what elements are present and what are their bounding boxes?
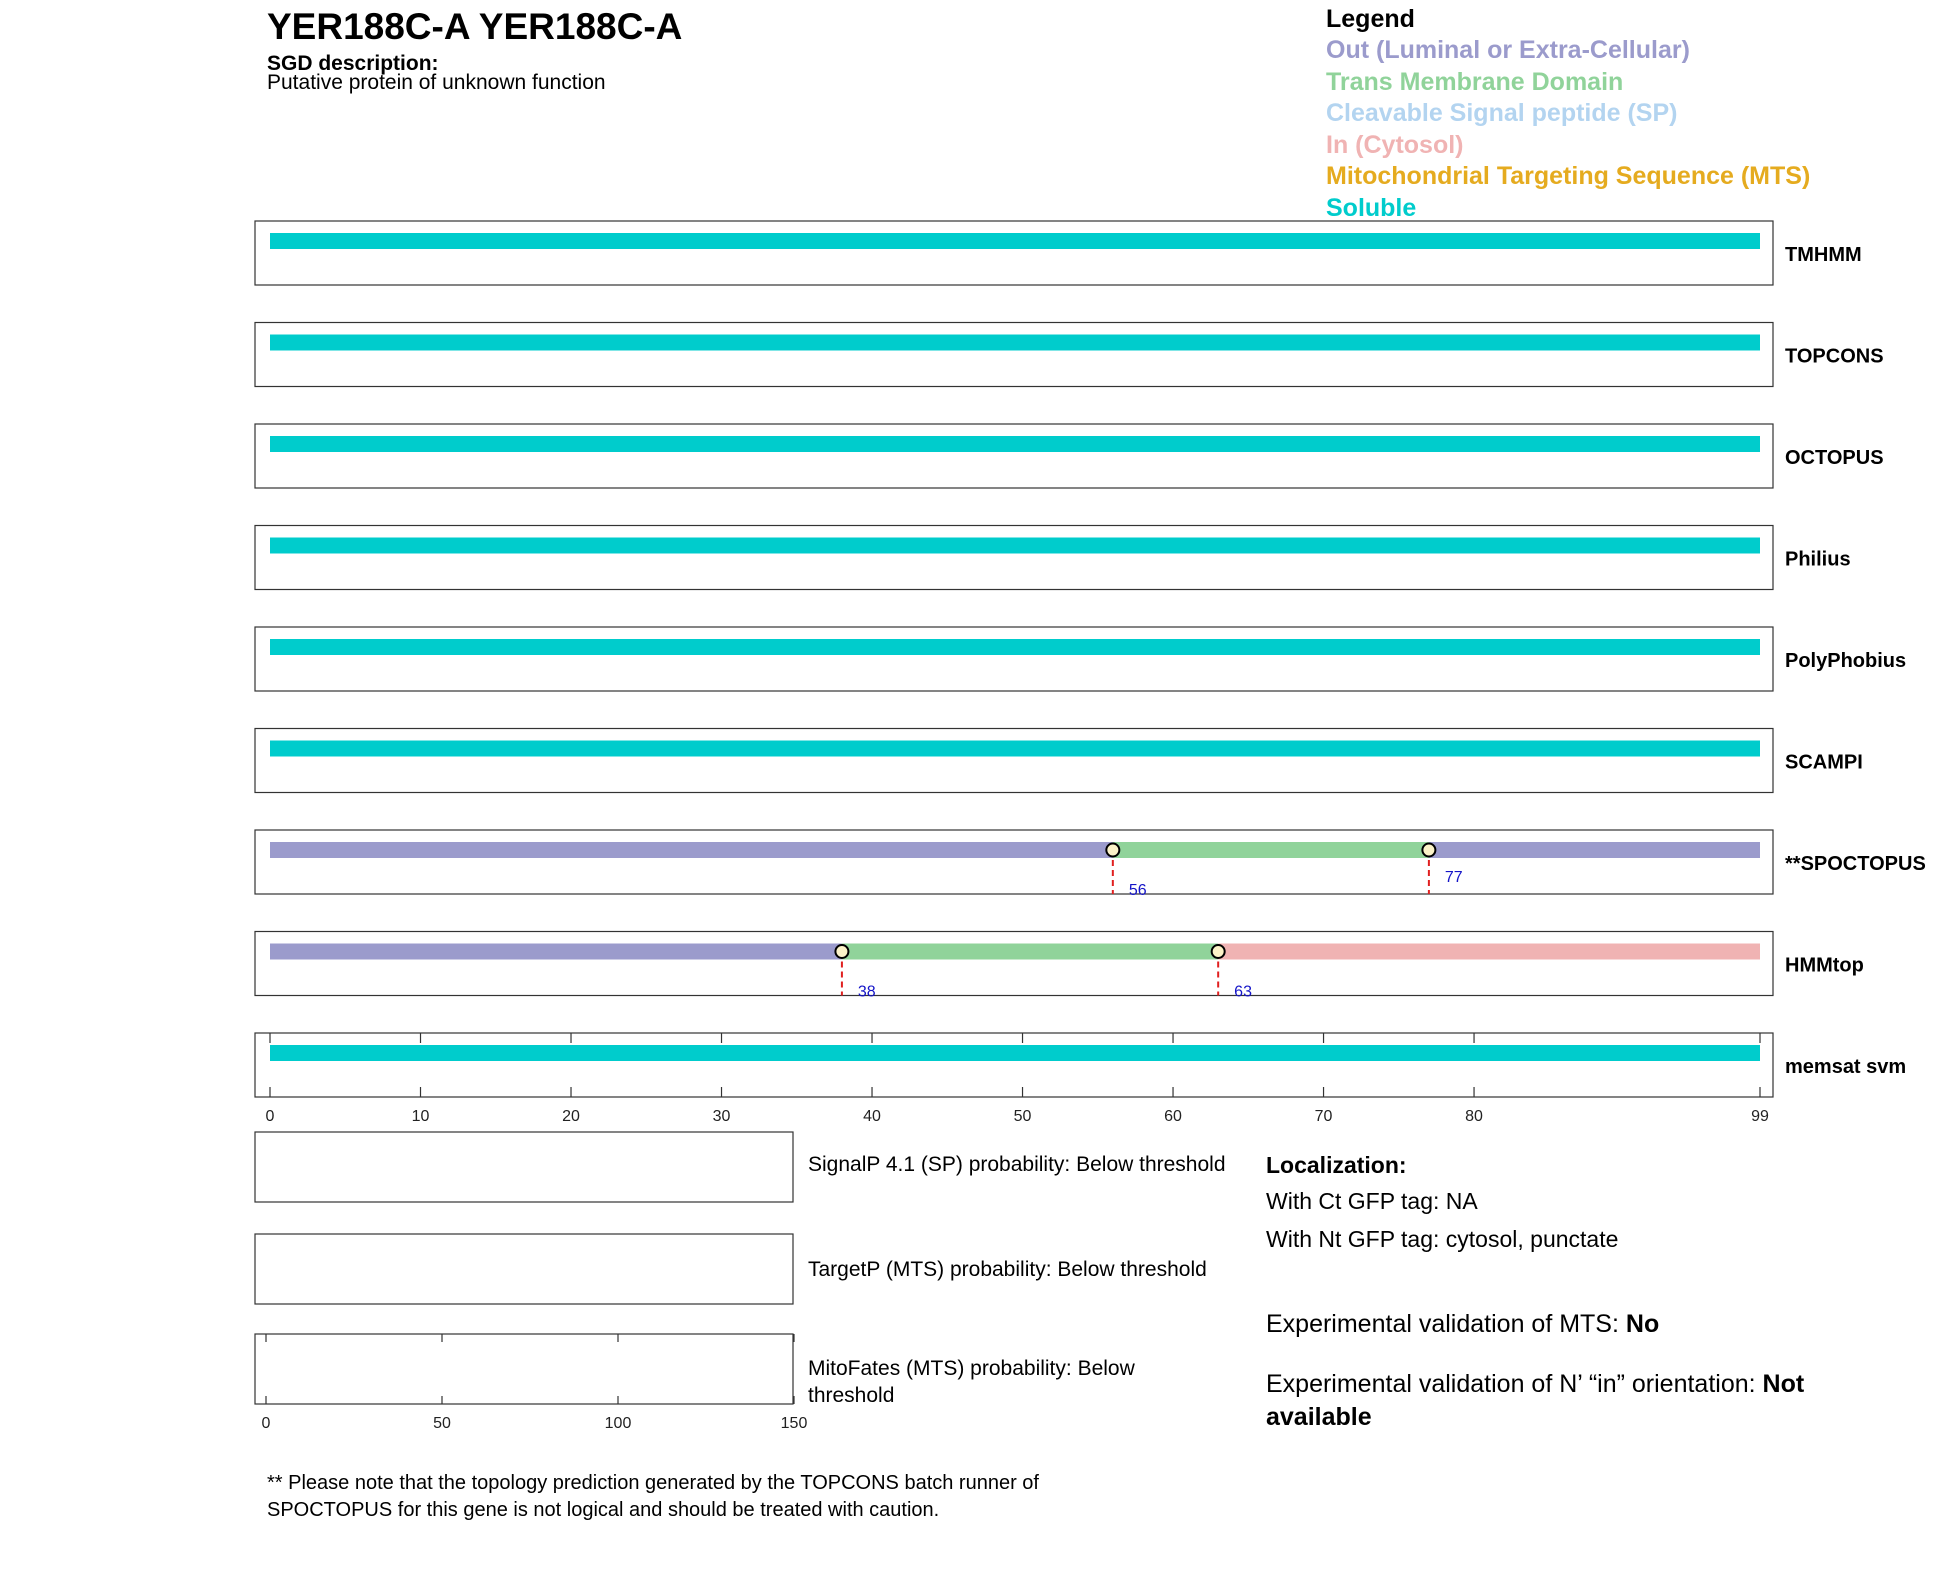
marker-circle-hmmtop-0 [835, 945, 848, 958]
tick-label-3: 30 [712, 1108, 731, 1125]
segment-scampi-0 [270, 741, 1760, 757]
track-label-spoctopus: **SPOCTOPUS [1785, 853, 1926, 875]
validation-mts-value: No [1625, 1310, 1660, 1338]
track-label-scampi: SCAMPI [1785, 751, 1863, 774]
track-box-philius [255, 526, 1773, 590]
signalp-text: SignalP 4.1 (SP) probability: Below threshold [808, 1153, 1226, 1176]
prob-tick-label-2: 100 [604, 1415, 632, 1432]
segment-spoctopus-0 [270, 842, 1113, 858]
segment-hmmtop-1 [842, 944, 1218, 960]
localization-nt: With Nt GFP tag: cytosol, punctate [1266, 1226, 1619, 1252]
track-label-octopus: OCTOPUS [1785, 447, 1884, 469]
segment-memsat-svm-0 [270, 1045, 1760, 1061]
tick-label-4: 40 [863, 1108, 881, 1125]
track-label-polyphobius: PolyPhobius [1785, 650, 1907, 672]
tick-label-7: 70 [1314, 1108, 1333, 1125]
footnote: ** Please note that the topology prediction generated by the TOPCONS batch runner of SPOCTOPUS for this gene is not logical and should be treated with caution. [267, 1472, 1039, 1521]
legend-title: Legend [1326, 5, 1415, 33]
marker-label-spoctopus-1: 77 [1444, 869, 1463, 886]
prob-tick-label-3: 150 [780, 1415, 808, 1432]
track-box-tmhmm [255, 221, 1773, 285]
track-label-hmmtop: HMMtop [1785, 954, 1864, 977]
track-label-tmhmm: TMHMM [1785, 244, 1862, 266]
segment-topcons-0 [270, 335, 1760, 351]
segment-hmmtop-0 [270, 944, 842, 960]
segment-polyphobius-0 [270, 639, 1760, 655]
segment-philius-0 [270, 538, 1760, 554]
tick-label-6: 60 [1164, 1108, 1182, 1125]
localization-ct: With Ct GFP tag: NA [1266, 1188, 1478, 1214]
prob-box-targetp [255, 1234, 793, 1304]
track-label-philius: Philius [1785, 548, 1851, 571]
track-label-memsat-svm: memsat svm [1785, 1056, 1907, 1078]
track-box-spoctopus [255, 830, 1773, 894]
segment-octopus-0 [270, 436, 1760, 452]
localization-title: Localization: [1266, 1152, 1407, 1178]
sgd-description: Putative protein of unknown function [267, 71, 606, 94]
validation-mts-label: Experimental validation of MTS: [1266, 1310, 1626, 1338]
legend-item-sp: Cleavable Signal peptide (SP) [1326, 99, 1678, 127]
segment-spoctopus-2 [1429, 842, 1760, 858]
mitofates-text: MitoFates (MTS) probability: Below threshold [808, 1357, 1135, 1407]
prob-box-mitofates [255, 1334, 793, 1404]
sgd-description-label: SGD description: [267, 52, 439, 75]
tick-label-0: 0 [265, 1108, 275, 1125]
marker-circle-spoctopus-1 [1422, 844, 1435, 857]
marker-label-hmmtop-1: 63 [1234, 983, 1252, 1001]
targetp-text: TargetP (MTS) probability: Below threshold [808, 1258, 1207, 1281]
page-title: YER188C-A YER188C-A [267, 6, 683, 47]
validation-n-label: Experimental validation of N’ “in” orientation: [1266, 1370, 1763, 1398]
tick-label-5: 50 [1013, 1108, 1032, 1125]
legend-item-mts: Mitochondrial Targeting Sequence (MTS) [1326, 162, 1811, 190]
track-label-topcons: TOPCONS [1785, 345, 1884, 368]
legend-item-soluble: Soluble [1326, 193, 1417, 222]
marker-label-spoctopus-0: 56 [1128, 882, 1147, 899]
segment-hmmtop-2 [1218, 944, 1760, 960]
validation-n-orientation [1266, 1368, 1866, 1434]
legend-item-tm: Trans Membrane Domain [1326, 67, 1624, 96]
legend-item-in: In (Cytosol) [1326, 130, 1464, 159]
legend-item-out: Out (Luminal or Extra-Cellular) [1326, 36, 1690, 64]
prob-box-signalp [255, 1132, 793, 1202]
marker-label-hmmtop-0: 38 [857, 983, 876, 1001]
tick-label-8: 80 [1465, 1108, 1483, 1125]
prob-tick-label-0: 0 [261, 1415, 271, 1432]
track-box-octopus [255, 424, 1773, 488]
track-box-memsat-svm [255, 1033, 1773, 1097]
track-box-hmmtop [255, 932, 1773, 996]
validation-n-value: Not available [1266, 1370, 1805, 1431]
segment-spoctopus-1 [1113, 842, 1429, 858]
tick-label-2: 20 [562, 1108, 580, 1125]
prob-tick-label-1: 50 [433, 1415, 451, 1432]
track-box-polyphobius [255, 627, 1773, 691]
validation-mts [1266, 1310, 1659, 1339]
tick-label-9: 99 [1751, 1108, 1769, 1125]
track-box-scampi [255, 729, 1773, 793]
tick-label-1: 10 [411, 1108, 430, 1125]
segment-tmhmm-0 [270, 233, 1760, 249]
marker-circle-spoctopus-0 [1106, 844, 1119, 857]
marker-circle-hmmtop-1 [1212, 945, 1225, 958]
track-box-topcons [255, 323, 1773, 387]
